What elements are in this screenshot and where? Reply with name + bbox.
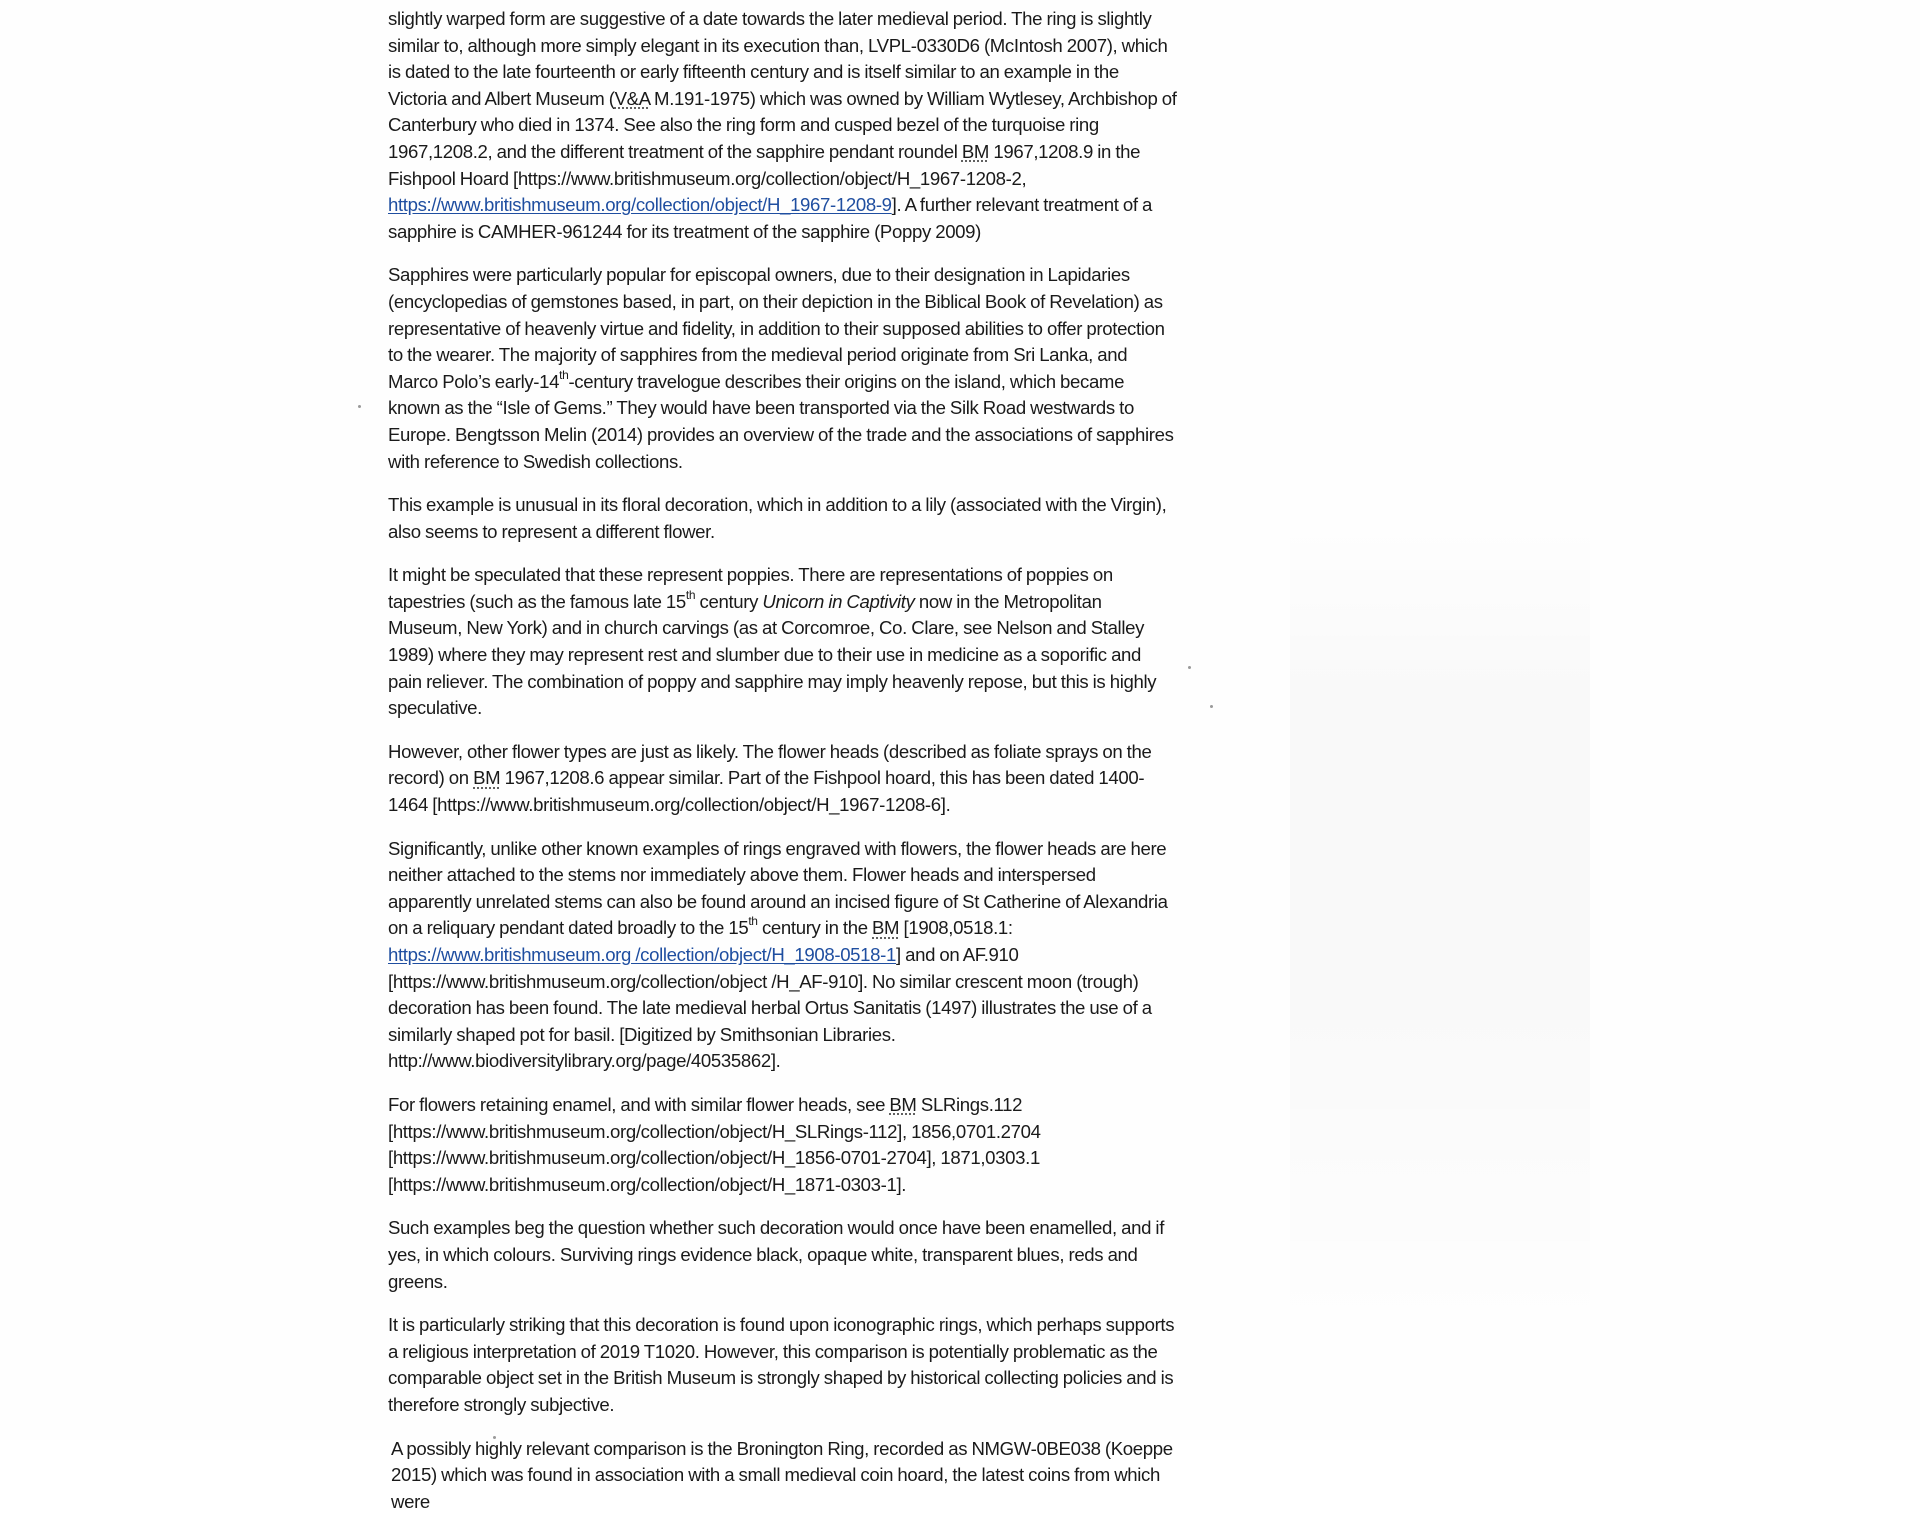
paragraph-iconographic-rings [388, 1312, 1178, 1418]
text-run: A possibly highly relevant comparison is the Bronington Ring, recorded as NMGW-0BE038 (Koeppe 2015) which was found in association with a small medieval coin hoard, the latest coins from which were [391, 1437, 1173, 1512]
text-run: 1967,1208.6 appear similar. Part of the Fishpool hoard, this has been dated 1400-1464 [https://www.britishmuseum.org/collection/object/H_1967-1208-6]. [388, 767, 1145, 816]
superscript: th [685, 587, 696, 602]
abbreviation: BM [961, 140, 990, 162]
scan-speck [1210, 705, 1213, 708]
superscript: th [559, 367, 569, 382]
text-run: Sapphires were particularly popular for episcopal owners, due to their designation in Lapidaries (encyclopedias of gemstones based, in part, on their depiction in the Biblical Book of Revelation) as representative of heavenly virtue and fidelity, in addition to their supposed abilities to offer protection to the wearer. The majority of sapphires from the medieval period originate from Sri Lanka, and Marco Polo’s early-14 [388, 264, 1165, 392]
text-run: It might be speculated that these represent poppies. There are representations of poppies on tapestries (such as the famous late 15 [388, 564, 1113, 612]
document-body [388, 0, 1178, 1532]
paragraph-poppies [388, 562, 1178, 722]
scan-speck [358, 405, 361, 408]
paragraph-sapphire-symbolism [388, 262, 1178, 475]
text-run: However, other flower types are just as likely. The flower heads (described as foliate sprays on the record) on [388, 740, 1152, 789]
text-run: century in the [757, 917, 872, 939]
paragraph-detached-flower-heads [388, 836, 1178, 1075]
hyperlink[interactable]: https://www.britishmuseum.org/collection/object/H_1967-1208-9 [388, 194, 892, 216]
text-run: -century travelogue describes their origins on the island, which became known as the “Isle of Gems.” They would have been transported via the Silk Road westwards to Europe. Bengtsson Melin (2014) provides an overview of the trade and the associations of sapphires with reference to Swedish collections. [388, 370, 1174, 472]
text-run: ]. A further relevant treatment of a sapphire is CAMHER-961244 for its treatment of the sapphire (Poppy 2009) [388, 194, 1153, 242]
superscript: th [748, 914, 758, 929]
paragraph-ring-comparisons [388, 6, 1178, 245]
text-run: M.191-1975) which was owned by William Wytlesey, Archbishop of Canterbury who died in 1374. See also the ring form and cusped bezel of the turquoise ring 1967,1208.2, and the different treatment of the sapphire pendant roundel [388, 87, 1177, 162]
italic-title: Unicorn in Captivity [762, 590, 915, 612]
text-run: [1908,0518.1: [899, 917, 1013, 939]
text-run: 1967,1208.9 in the Fishpool Hoard [https://www.britishmuseum.org/collection/object/H_1967-1208-2, [388, 140, 1141, 189]
text-run: now in the Metropolitan Museum, New York) and in church carvings (as at Corcomroe, Co. Clare, see Nelson and Stalley 1989) where they may represent rest and slumber due to their use in medicine as a soporific and pain reliever. The combination of poppy and sapphire may imply heavenly repose, but this is highly speculative. [388, 590, 1157, 719]
text-run: ] and on AF.910 [https://www.britishmuseum.org/collection/object /H_AF-910]. No similar crescent moon (trough) decoration has been found. The late medieval herbal Ortus Sanitatis (1497) illustrates the use of a similarly shaped pot for basil. [Digitized by Smithsonian Libraries. http://www.biodiversitylibrary.org/page/40535862]. [388, 944, 1152, 1072]
abbreviation: BM [889, 1093, 917, 1115]
abbreviation: BM [473, 767, 501, 789]
scan-speck [1188, 666, 1191, 669]
paragraph-enamel-colours [388, 1215, 1178, 1295]
paragraph-floral-decoration [388, 492, 1178, 545]
text-run: slightly warped form are suggestive of a date towards the later medieval period. The ring is slightly similar to, although more simply elegant in its execution than, LVPL-0330D6 (McIntosh 2007), which is dated to the late fourteenth or early fifteenth century and is itself similar to an example in the Victoria and Albert Museum ( [388, 8, 1168, 109]
text-run: century [695, 590, 763, 612]
hyperlink[interactable]: https://www.britishmuseum.org /collection/object/H_1908-0518-1 [388, 944, 896, 965]
abbreviation: V&A [614, 87, 650, 109]
text-run: For flowers retaining enamel, and with similar flower heads, see [388, 1093, 890, 1115]
abbreviation: BM [872, 917, 900, 939]
scan-bleed-through [1290, 520, 1590, 1340]
text-run: This example is unusual in its floral decoration, which in addition to a lily (associated with the Virgin), also seems to represent a different flower. [388, 494, 1167, 542]
text-run: Such examples beg the question whether such decoration would once have been enamelled, and if yes, in which colours. Surviving rings evidence black, opaque white, transparent blues, reds and greens. [388, 1217, 1165, 1292]
paragraph-bronington-ring [391, 1436, 1178, 1516]
text-run: SLRings.112 [https://www.britishmuseum.org/collection/object/H_SLRings-112], 1856,0701.2704 [https://www.britishmuseum.org/collection/object/H_1856-0701-2704], 1871,0303.1 [https://www.britishmuseum.org/collection/object/H_1871-0303-1]. [388, 1093, 1041, 1195]
text-run: Significantly, unlike other known examples of rings engraved with flowers, the flower heads are here neither attached to the stems nor immediately above them. Flower heads and interspersed apparently unrelated stems can also be found around an incised figure of St Catherine of Alexandria on a reliquary pendant dated broadly to the 15 [388, 837, 1168, 939]
text-run: It is particularly striking that this decoration is found upon iconographic rings, which perhaps supports a religious interpretation of 2019 T1020. However, this comparison is potentially problematic as the comparable object set in the British Museum is strongly shaped by historical collecting policies and is therefore strongly subjective. [388, 1314, 1175, 1415]
paragraph-other-flower-types [388, 739, 1178, 819]
paragraph-enamel-examples [388, 1092, 1178, 1198]
